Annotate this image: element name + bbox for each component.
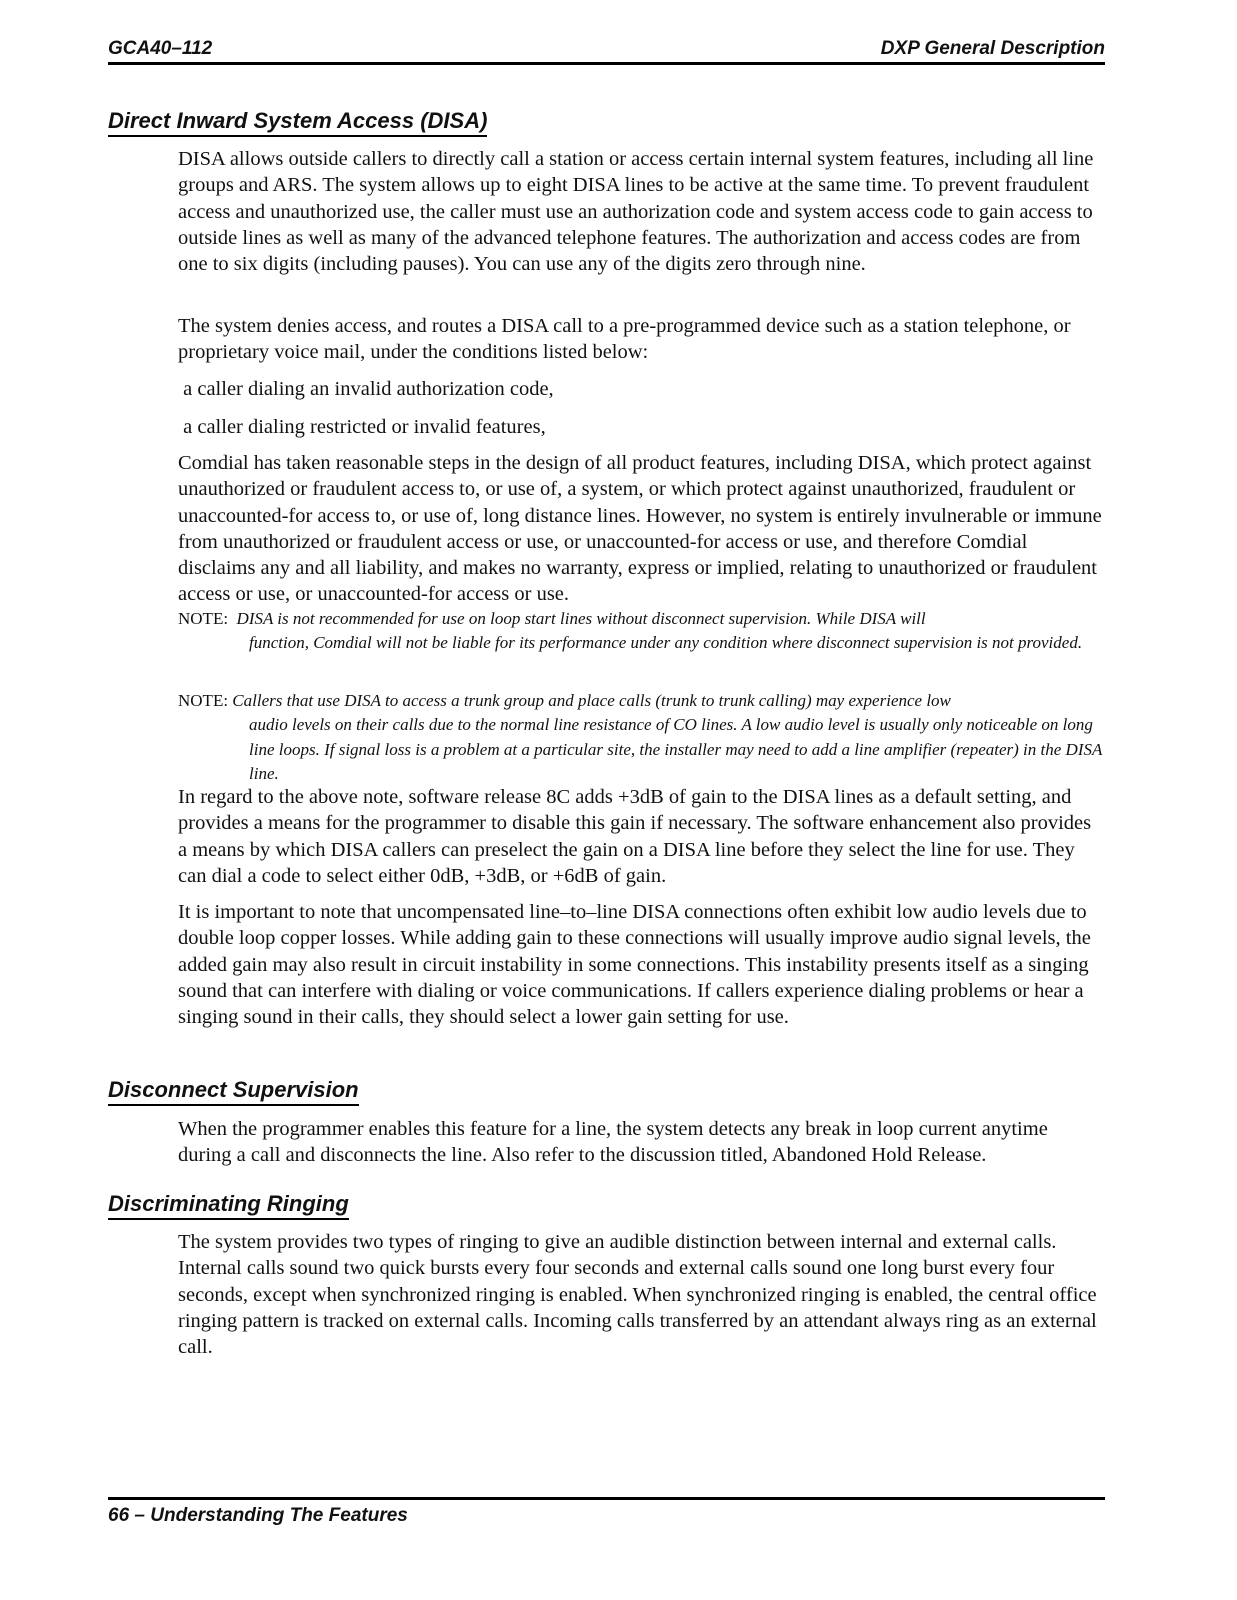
note-1-first-line: DISA is not recommended for use on loop start lines without disconnect supervision. While DISA will: [236, 609, 926, 628]
note-1-body: function, Comdial will not be liable for its performance under any condition where disconnect supervision is not provided.: [249, 633, 1083, 653]
note-label: NOTE:: [178, 691, 229, 710]
document-title: DXP General Description: [880, 38, 1105, 59]
section-title-disconnect-supervision: Disconnect Supervision: [108, 1077, 359, 1106]
disa-note-2: [178, 689, 1103, 786]
disa-note-1: [178, 607, 1103, 656]
disa-paragraph-gain: In regard to the above note, software release 8C adds +3dB of gain to the DISA lines as a default setting, and provides a means for the programmer to disable this gain if necessary. The software enhancement also provides a means by which DISA callers can preselect the gain on a DISA line before they select the line for use. They can dial a code to select either 0dB, +3dB, or +6dB of gain.: [178, 786, 1092, 887]
disa-paragraph-1: DISA allows outside callers to directly call a station or access certain internal system features, including all line groups and ARS. The system allows up to eight DISA lines to be active at the same time. To prevent fraudulent access and unauthorized use, the caller must use an authorization code and system access code to gain access to outside lines as well as many of the advanced telephone features. The authorization and access codes are from one to six digits (including pauses). You can use any of the digits zero through nine.: [178, 148, 1094, 276]
section-title-disa: Direct Inward System Access (DISA): [108, 108, 487, 137]
page-number-and-chapter: 66 – Understanding The Features: [108, 1505, 408, 1526]
ringing-paragraph: The system provides two types of ringing to give an audible distinction between internal and external calls. Internal calls sound two quick bursts every four seconds and external calls sound one long burst every four seconds, except when synchronized ringing is enabled. When synchronized ringing is enabled, the central office ringing pattern is tracked on external calls. Incoming calls transferred by an attendant always ring as an external call.: [178, 1231, 1097, 1359]
note-label: NOTE:: [178, 609, 229, 628]
disa-disclaimer-paragraph: Comdial has taken reasonable steps in the design of all product features, including DISA, which protect against unauthorized or fraudulent access to, or use of, a system, or which protect against unauthorized, fraudulent or unaccounted-for access to, or use of, long distance lines. However, no system is entirely invulnerable or immune from unauthorized or fraudulent access or use, or unaccounted-for access or use, and therefore Comdial disclaims any and all liability, and makes no warranty, express or implied, relating to unauthorized or fraudulent access or use, or unaccounted-for access or use.: [178, 452, 1102, 606]
document-number: GCA40–112: [108, 38, 213, 59]
page-footer: [108, 1497, 1105, 1526]
disa-paragraph-2: The system denies access, and routes a DISA call to a pre-programmed device such as a station telephone, or proprietary voice mail, under the conditions listed below:: [178, 315, 1071, 364]
page-header: [108, 36, 1105, 65]
disconnect-paragraph: When the programmer enables this feature for a line, the system detects any break in loop current anytime during a call and disconnects the line. Also refer to the discussion titled, Abandoned Hold Release.: [178, 1118, 1048, 1167]
disa-condition-item-1: a caller dialing an invalid authorization code,: [178, 378, 554, 400]
disa-condition-item-2: a caller dialing restricted or invalid features,: [178, 416, 546, 438]
note-2-first-line: Callers that use DISA to access a trunk group and place calls (trunk to trunk calling) may experience low: [232, 691, 951, 710]
disa-paragraph-singing: It is important to note that uncompensated line–to–line DISA connections often exhibit low audio levels due to double loop copper losses. While adding gain to these connections will usually improve audio signal levels, the added gain may also result in circuit instability in some connections. This instability presents itself as a singing sound that can interfere with dialing or voice communications. If callers experience dialing problems or hear a singing sound in their calls, they should select a lower gain setting for use.: [178, 901, 1091, 1029]
note-2-body: audio levels on their calls due to the normal line resistance of CO lines. A low audio level is usually only noticeable on long line loops. If signal loss is a problem at a particular site, the installer may need to add a line amplifier (repeater) in the DISA line.: [249, 715, 1103, 783]
section-title-discriminating-ringing: Discriminating Ringing: [108, 1191, 349, 1220]
